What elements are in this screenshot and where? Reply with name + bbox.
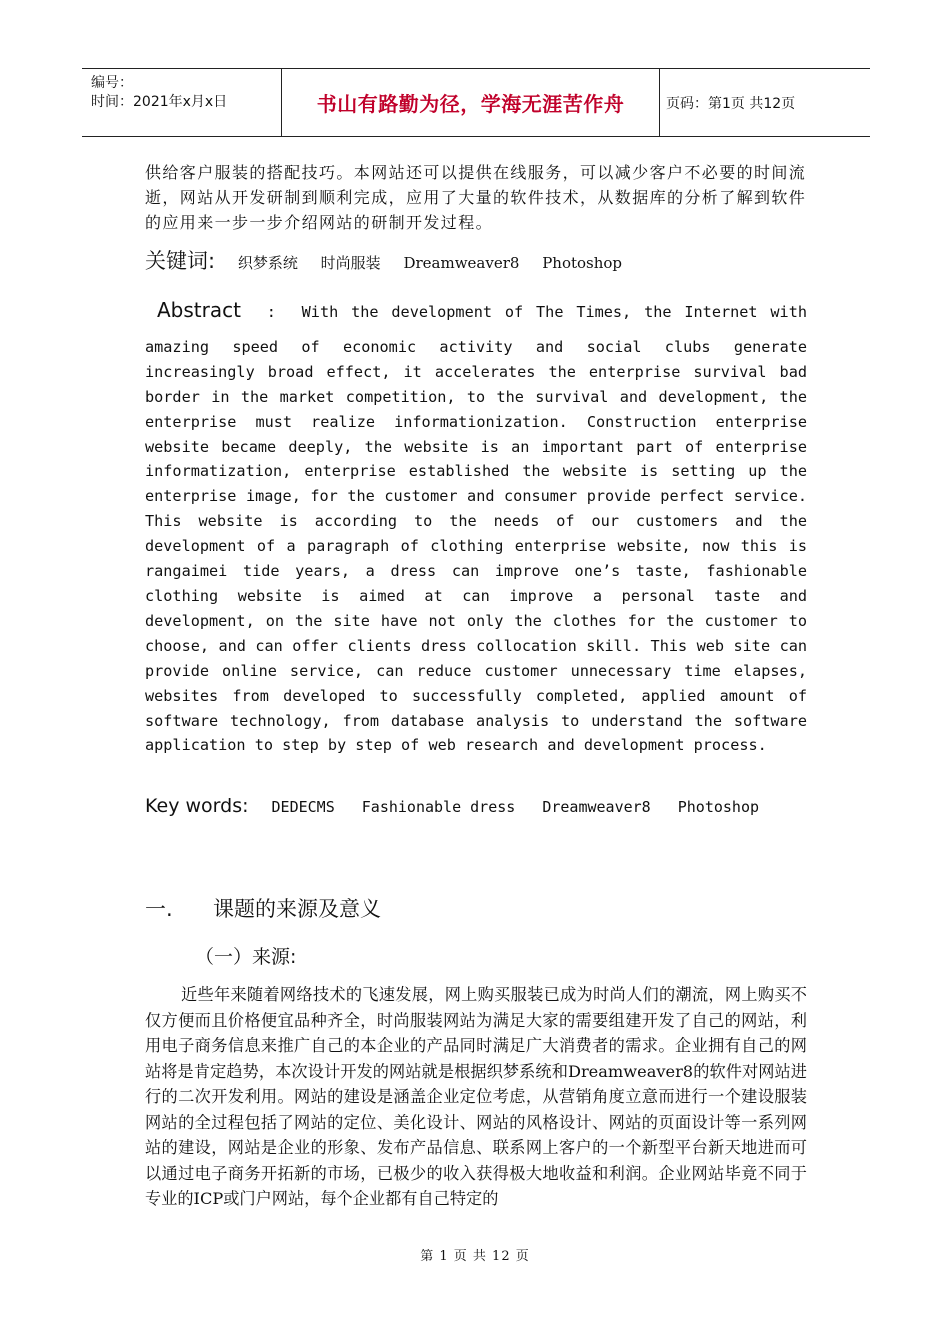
keywords-zh-label: 关键词: (145, 249, 216, 273)
keyword-item: Photoshop (677, 798, 760, 816)
keyword-item: Dreamweaver8 (542, 798, 651, 816)
keywords-zh (145, 245, 807, 275)
abstract-text: amazing speed of economic activity and social clubs generate increasingly broad effect, it accelerates the enterprise survival bad border in the market competition, to the survival and development, the enterprise must realize informationization. Construction enterprise website became deeply, the website is an important part of enterprise informatization, enterprise established the website is setting up the enterprise image, for the customer and consumer provide perfect service. This website is according to the needs of our customers and the development of a paragraph of clothing enterprise website, now this is rangaimei tide years, a dress can improve one’s taste, fashionable clothing website is aimed at can improve a personal taste and development, on the site have not only the clothes for the customer to choose, and can offer clients dress collocation skill. This web site can provide online service, can reduce customer unnecessary time elapses, websites from developed to successfully completed, applied amount of software technology, from database analysis to understand the software application to step by step of web research and development process. (145, 337, 807, 755)
keyword-item: DEDECMS (271, 798, 335, 816)
intro-paragraph: 供给客户服装的搭配技巧。本网站还可以提供在线服务，可以减少客户不必要的时间流逝，网站从开发研制到顺利完成，应用了大量的软件技术，从数据库的分析了解到软件的应用来一步一步介绍网站的研制开发过程。 (145, 163, 807, 232)
section-title: 课题的来源及意义 (213, 897, 381, 921)
header-meta-cell (82, 69, 282, 136)
section-heading (145, 893, 381, 923)
page-footer: 第 1 页 共 12 页 (420, 1249, 530, 1264)
page-header (82, 68, 870, 137)
keyword-item: Photoshop (542, 254, 623, 272)
body-paragraph: 近些年来随着网络技术的飞速发展，网上购买服装已成为时尚人们的潮流，网上购买不仅方便而且价格便宜品种齐全，时尚服装网站为满足大家的需要组建开发了自己的网站，利用电子商务信息来推广自己的本企业的产品同时满足广大消费者的需求。企业拥有自己的网站将是肯定趋势，本次设计开发的网站就是根据织梦系统和Dreamweaver8的软件对网站进行的二次开发利用。网站的建设是涵盖企业定位考虑，从营销角度立意而进行一个建设服装网站的全过程包括了网站的定位、美化设计、网站的风格设计、网站的页面设计等一系列网站的建设，网站是企业的形象、发布产品信息、联系网上客户的一个新型平台新天地进而可以通过电子商务开拓新的市场，已极少的收入获得极大地收益和利润。企业网站毕竟不同于专业的ICP或门户网站，每个企业都有自己特定的 (145, 985, 807, 1208)
number-label: 编号： (91, 75, 133, 91)
abstract-separator: : (266, 303, 276, 321)
keywords-en (145, 795, 807, 817)
abstract-label: Abstract (157, 298, 241, 322)
keyword-item: Dreamweaver8 (403, 254, 520, 272)
keywords-en-label: Key words: (145, 795, 249, 817)
subsection-heading: （一）来源: (195, 946, 297, 968)
header-page-info: 页码：第1页 共12页 (666, 95, 796, 112)
abstract-block (145, 298, 807, 758)
abstract-first-text: With the development of The Times, the Internet with (301, 303, 807, 321)
keyword-item: 织梦系统 (237, 254, 298, 272)
time-label: 时间：2021年x月x日 (91, 94, 228, 110)
abstract-first-line (145, 298, 807, 325)
keyword-item: 时尚服装 (320, 254, 381, 272)
section-number: 一. (145, 897, 173, 921)
header-motto: 书山有路勤为径，学海无涯苦作舟 (282, 69, 660, 136)
keyword-item: Fashionable dress (361, 798, 516, 816)
